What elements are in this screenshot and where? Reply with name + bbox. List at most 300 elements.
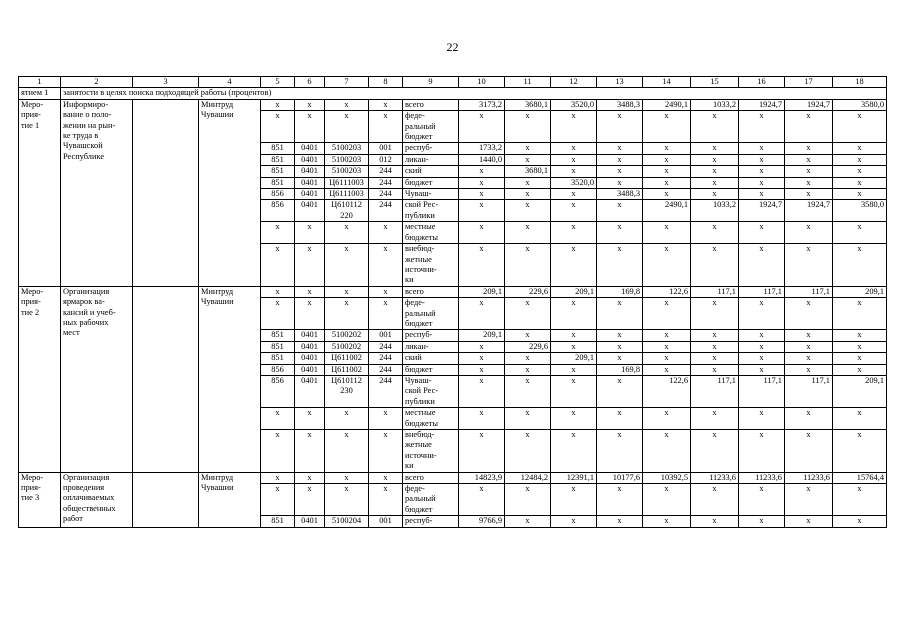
funding-source-line: бюджет xyxy=(405,318,433,328)
value-cell: х xyxy=(505,353,551,364)
code-cell xyxy=(325,375,369,407)
value-cell: х xyxy=(597,516,643,527)
value-cell: х xyxy=(785,143,833,154)
code-cell: х xyxy=(295,430,325,473)
funding-source xyxy=(403,222,459,244)
value-cell: х xyxy=(459,177,505,188)
measure-label-line: прия- xyxy=(21,483,41,493)
value-cell: х xyxy=(551,111,597,143)
value-cell: 3173,2 xyxy=(459,99,505,110)
funding-source-line: публики xyxy=(405,210,435,220)
value-cell: х xyxy=(785,364,833,375)
funding-source xyxy=(403,430,459,473)
value-cell: х xyxy=(505,364,551,375)
value-cell: х xyxy=(785,154,833,165)
code-cell: х xyxy=(295,99,325,110)
value-cell: х xyxy=(785,298,833,330)
value-cell: 1924,7 xyxy=(785,200,833,222)
code-cell: х xyxy=(369,472,403,483)
funding-source-line: внебюд- xyxy=(405,430,435,439)
value-cell: 3488,3 xyxy=(597,189,643,200)
measure-name-line: ных рабочих xyxy=(63,317,109,327)
value-cell: х xyxy=(597,154,643,165)
value-cell: х xyxy=(505,330,551,341)
funding-source-line: бюджет xyxy=(405,177,433,187)
value-cell: х xyxy=(551,330,597,341)
value-cell: х xyxy=(785,516,833,527)
code-cell: 5100203 xyxy=(325,143,369,154)
value-cell: х xyxy=(505,244,551,287)
value-cell: х xyxy=(505,177,551,188)
value-cell: х xyxy=(833,244,887,287)
value-cell: х xyxy=(739,189,785,200)
column-header: 13 xyxy=(597,77,643,88)
budget-table xyxy=(18,76,887,528)
value-cell: х xyxy=(691,298,739,330)
value-cell: х xyxy=(833,430,887,473)
value-cell: х xyxy=(643,364,691,375)
value-cell: 209,1 xyxy=(459,286,505,297)
code-cell: 244 xyxy=(369,375,403,407)
value-cell: 169,8 xyxy=(597,364,643,375)
code-cell: х xyxy=(325,484,369,516)
page-number: 22 xyxy=(446,40,459,54)
value-cell: х xyxy=(643,408,691,430)
column-header: 1 xyxy=(19,77,61,88)
value-cell: х xyxy=(459,341,505,352)
column-header: 17 xyxy=(785,77,833,88)
value-cell: х xyxy=(459,244,505,287)
measure-name-line: вание о поло- xyxy=(63,110,112,120)
executor-line: Минтруд xyxy=(201,472,234,482)
code-cell: 856 xyxy=(261,364,295,375)
column-header: 2 xyxy=(61,77,133,88)
value-cell: 229,6 xyxy=(505,286,551,297)
funding-source-line: всего xyxy=(405,286,424,296)
executor xyxy=(199,472,261,527)
value-cell: х xyxy=(833,111,887,143)
column-header: 4 xyxy=(199,77,261,88)
intro-text: занятости в целях поиска подходящей работы (процентов) xyxy=(61,88,887,99)
value-cell: х xyxy=(739,484,785,516)
measure-name-line: оплачиваемых xyxy=(63,493,115,503)
value-cell: х xyxy=(785,189,833,200)
value-cell: х xyxy=(459,166,505,177)
code-cell: 0401 xyxy=(295,516,325,527)
funding-source xyxy=(403,353,459,364)
value-cell: х xyxy=(597,143,643,154)
value-cell: х xyxy=(691,364,739,375)
table-row xyxy=(19,286,887,297)
code-cell: х xyxy=(261,286,295,297)
value-cell: х xyxy=(459,111,505,143)
value-cell: 229,6 xyxy=(505,341,551,352)
value-cell: 11233,6 xyxy=(739,472,785,483)
code-cell: х xyxy=(261,111,295,143)
code-cell: х xyxy=(369,244,403,287)
value-cell: х xyxy=(739,244,785,287)
value-cell: х xyxy=(505,189,551,200)
value-cell: х xyxy=(643,298,691,330)
code-cell: 0401 xyxy=(295,200,325,222)
value-cell: х xyxy=(833,408,887,430)
funding-source-line: ской Рес- xyxy=(405,200,439,210)
value-cell: 117,1 xyxy=(691,286,739,297)
code-cell: Ц611002 xyxy=(325,364,369,375)
value-cell: х xyxy=(691,353,739,364)
value-cell: х xyxy=(691,154,739,165)
code-cell: х xyxy=(369,430,403,473)
code-cell: 244 xyxy=(369,341,403,352)
code-cell: 001 xyxy=(369,143,403,154)
value-cell: х xyxy=(643,166,691,177)
code-cell: 851 xyxy=(261,516,295,527)
code-cell: 244 xyxy=(369,166,403,177)
funding-source-line: ский xyxy=(405,353,422,363)
code-cell: х xyxy=(261,99,295,110)
funding-source xyxy=(403,364,459,375)
code-cell: х xyxy=(295,244,325,287)
value-cell: х xyxy=(597,177,643,188)
code-cell: х xyxy=(261,222,295,244)
funding-source xyxy=(403,244,459,287)
code-cell: 244 xyxy=(369,189,403,200)
funding-source xyxy=(403,143,459,154)
column-header: 12 xyxy=(551,77,597,88)
value-cell: х xyxy=(505,111,551,143)
code-cell: 851 xyxy=(261,353,295,364)
measure-name-line: общественных xyxy=(63,503,116,513)
funding-source-line: местные xyxy=(405,222,436,232)
value-cell: 12391,1 xyxy=(551,472,597,483)
value-cell: х xyxy=(505,516,551,527)
funding-source xyxy=(403,154,459,165)
value-cell: х xyxy=(739,353,785,364)
measure-name-line: Организация xyxy=(63,472,110,482)
value-cell: х xyxy=(785,430,833,473)
value-cell: х xyxy=(833,364,887,375)
funding-source-line: бюджеты xyxy=(405,232,439,242)
value-cell: х xyxy=(505,375,551,407)
value-cell: х xyxy=(785,484,833,516)
value-cell: х xyxy=(597,408,643,430)
value-cell: 122,6 xyxy=(643,286,691,297)
value-cell: 14823,9 xyxy=(459,472,505,483)
value-cell: х xyxy=(551,222,597,244)
code-cell: х xyxy=(325,99,369,110)
funding-source xyxy=(403,166,459,177)
value-cell: х xyxy=(459,200,505,222)
code-cell: 5100203 xyxy=(325,166,369,177)
code-cell: х xyxy=(325,286,369,297)
code-cell: 5100203 xyxy=(325,154,369,165)
code-cell: х xyxy=(295,222,325,244)
measure-name-line: мест xyxy=(63,328,80,338)
value-cell: х xyxy=(739,177,785,188)
value-cell: х xyxy=(459,298,505,330)
value-cell: х xyxy=(833,484,887,516)
value-cell: х xyxy=(785,341,833,352)
measure-name-line: жении на рын- xyxy=(63,120,116,130)
funding-source xyxy=(403,330,459,341)
measure-name xyxy=(61,286,133,472)
funding-source-line: бюджет xyxy=(405,504,433,514)
funding-source-line: публики xyxy=(405,396,435,406)
value-cell: 3680,1 xyxy=(505,166,551,177)
value-cell: 1924,7 xyxy=(739,200,785,222)
funding-source xyxy=(403,375,459,407)
code-cell: 0401 xyxy=(295,364,325,375)
code-cell: х xyxy=(369,111,403,143)
value-cell: х xyxy=(597,298,643,330)
value-cell: 2490,1 xyxy=(643,200,691,222)
funding-source-line: ки xyxy=(405,275,414,285)
measure-name-line: Республике xyxy=(63,151,105,161)
funding-source-line: местные xyxy=(405,408,436,418)
funding-source xyxy=(403,472,459,483)
value-cell: х xyxy=(643,143,691,154)
column-header: 3 xyxy=(133,77,199,88)
value-cell: х xyxy=(597,375,643,407)
value-cell: х xyxy=(597,222,643,244)
value-cell: 3520,0 xyxy=(551,177,597,188)
value-cell: х xyxy=(643,484,691,516)
header-row xyxy=(19,77,887,88)
value-cell: х xyxy=(739,516,785,527)
value-cell: 3580,0 xyxy=(833,99,887,110)
funding-source-line: респуб- xyxy=(405,330,433,340)
value-cell: х xyxy=(643,244,691,287)
value-cell: х xyxy=(833,330,887,341)
measure-name-line: кансий и учеб- xyxy=(63,307,116,317)
code-cell: 0401 xyxy=(295,375,325,407)
value-cell: х xyxy=(833,177,887,188)
code-cell: х xyxy=(295,472,325,483)
measure-name xyxy=(61,99,133,286)
funding-source-line: внебюд- xyxy=(405,244,435,254)
code-cell: 5100202 xyxy=(325,341,369,352)
column-header: 14 xyxy=(643,77,691,88)
measure-name-line: работ xyxy=(63,514,83,524)
code-cell: 0401 xyxy=(295,143,325,154)
code-cell: 856 xyxy=(261,200,295,222)
value-cell: х xyxy=(551,154,597,165)
funding-source xyxy=(403,99,459,110)
funding-source-line: респуб- xyxy=(405,516,433,526)
code-cell: 244 xyxy=(369,353,403,364)
funding-source-line: ральный xyxy=(405,494,436,504)
value-cell: х xyxy=(691,177,739,188)
measure-name-line: ке труда в xyxy=(63,131,99,141)
code-cell: 0401 xyxy=(295,330,325,341)
funding-source-line: всего xyxy=(405,99,424,109)
value-cell: 117,1 xyxy=(739,286,785,297)
measure-label-line: прия- xyxy=(21,110,41,120)
column-header: 8 xyxy=(369,77,403,88)
value-cell: 10177,6 xyxy=(597,472,643,483)
value-cell: х xyxy=(551,189,597,200)
code-cell xyxy=(325,200,369,222)
value-cell: х xyxy=(505,200,551,222)
value-cell: 117,1 xyxy=(739,375,785,407)
funding-source-line: феде- xyxy=(405,484,425,494)
value-cell: х xyxy=(551,364,597,375)
value-cell: х xyxy=(785,177,833,188)
value-cell: х xyxy=(785,408,833,430)
code-cell: 0401 xyxy=(295,341,325,352)
funding-source-line: жетные xyxy=(405,254,432,264)
funding-source-line: ральный xyxy=(405,121,436,131)
value-cell: х xyxy=(551,341,597,352)
value-cell: х xyxy=(551,484,597,516)
code-cell: Ц6111003 xyxy=(325,177,369,188)
funding-source xyxy=(403,111,459,143)
code-cell: х xyxy=(325,298,369,330)
code-cell: х xyxy=(369,222,403,244)
value-cell: х xyxy=(505,143,551,154)
value-cell: х xyxy=(643,189,691,200)
value-cell: х xyxy=(597,166,643,177)
measure-name-line: Информиро- xyxy=(63,99,109,109)
code-cell: х xyxy=(261,298,295,330)
value-cell: х xyxy=(739,111,785,143)
funding-source-line: бюджеты xyxy=(405,418,439,428)
value-cell: х xyxy=(785,222,833,244)
code-cell: 851 xyxy=(261,143,295,154)
funding-source xyxy=(403,286,459,297)
value-cell: х xyxy=(739,430,785,473)
code-cell: х xyxy=(295,484,325,516)
value-cell: х xyxy=(833,222,887,244)
code-cell: 244 xyxy=(369,364,403,375)
executor-line: Минтруд xyxy=(201,286,234,296)
funding-source-line: жетные xyxy=(405,440,432,450)
value-cell: х xyxy=(739,364,785,375)
code-cell: Ц6111003 xyxy=(325,189,369,200)
column-header: 11 xyxy=(505,77,551,88)
funding-source xyxy=(403,298,459,330)
value-cell: х xyxy=(597,430,643,473)
value-cell: х xyxy=(597,353,643,364)
value-cell: х xyxy=(643,222,691,244)
value-cell: х xyxy=(739,341,785,352)
value-cell: 122,6 xyxy=(643,375,691,407)
value-cell: 209,1 xyxy=(551,286,597,297)
value-cell: х xyxy=(643,111,691,143)
value-cell: 3488,3 xyxy=(597,99,643,110)
value-cell: 15764,4 xyxy=(833,472,887,483)
value-cell: х xyxy=(459,375,505,407)
value-cell: х xyxy=(551,244,597,287)
column-header: 15 xyxy=(691,77,739,88)
value-cell: х xyxy=(739,408,785,430)
value-cell: 11233,6 xyxy=(785,472,833,483)
code-cell: х xyxy=(261,244,295,287)
measure-name-line: Чувашской xyxy=(63,141,103,151)
column-header: 18 xyxy=(833,77,887,88)
code-line: Ц610112 xyxy=(331,375,362,385)
value-cell: х xyxy=(459,353,505,364)
executor-line: Чувашии xyxy=(201,483,234,493)
value-cell: х xyxy=(643,353,691,364)
column-header: 5 xyxy=(261,77,295,88)
value-cell: х xyxy=(459,430,505,473)
value-cell: 1924,7 xyxy=(739,99,785,110)
column-header: 9 xyxy=(403,77,459,88)
value-cell: х xyxy=(459,364,505,375)
funding-source xyxy=(403,177,459,188)
code-cell: х xyxy=(369,298,403,330)
code-cell: 5100204 xyxy=(325,516,369,527)
value-cell: х xyxy=(643,430,691,473)
code-cell: х xyxy=(325,430,369,473)
funding-source-line: всего xyxy=(405,472,424,482)
value-cell: х xyxy=(691,143,739,154)
value-cell: х xyxy=(643,516,691,527)
value-cell: х xyxy=(597,330,643,341)
code-cell: х xyxy=(369,99,403,110)
value-cell: х xyxy=(691,516,739,527)
code-cell: 0401 xyxy=(295,189,325,200)
funding-source-line: Чуваш- xyxy=(405,375,432,385)
measure-name-line: ярмарок ва- xyxy=(63,297,105,307)
measure-name xyxy=(61,472,133,527)
funding-source xyxy=(403,484,459,516)
value-cell: х xyxy=(691,166,739,177)
value-cell: х xyxy=(505,298,551,330)
value-cell: х xyxy=(597,484,643,516)
value-cell: х xyxy=(785,166,833,177)
value-cell: 1033,2 xyxy=(691,200,739,222)
value-cell: 1924,7 xyxy=(785,99,833,110)
value-cell: 1440,0 xyxy=(459,154,505,165)
value-cell: х xyxy=(691,111,739,143)
code-cell: 851 xyxy=(261,330,295,341)
value-cell: 209,1 xyxy=(833,375,887,407)
value-cell: х xyxy=(833,154,887,165)
funding-source-line: ликан- xyxy=(405,341,429,351)
empty-cell xyxy=(133,99,199,286)
value-cell: х xyxy=(597,341,643,352)
code-cell: 001 xyxy=(369,330,403,341)
value-cell: х xyxy=(739,330,785,341)
value-cell: х xyxy=(691,430,739,473)
funding-source-line: Чуваш- xyxy=(405,189,432,199)
value-cell: х xyxy=(691,408,739,430)
value-cell: х xyxy=(505,484,551,516)
measure-label xyxy=(19,99,61,286)
value-cell: х xyxy=(551,516,597,527)
executor xyxy=(199,99,261,286)
value-cell: х xyxy=(551,298,597,330)
value-cell: 11233,6 xyxy=(691,472,739,483)
value-cell: х xyxy=(833,298,887,330)
code-cell: 851 xyxy=(261,154,295,165)
column-header: 7 xyxy=(325,77,369,88)
measure-name-line: Организация xyxy=(63,286,110,296)
value-cell: х xyxy=(833,353,887,364)
value-cell: х xyxy=(739,298,785,330)
measure-label-line: Меро- xyxy=(21,99,44,109)
value-cell: 169,8 xyxy=(597,286,643,297)
measure-label-line: Меро- xyxy=(21,286,44,296)
value-cell: 117,1 xyxy=(785,375,833,407)
executor-line: Чувашии xyxy=(201,110,234,120)
value-cell: 12484,2 xyxy=(505,472,551,483)
funding-source xyxy=(403,189,459,200)
value-cell: х xyxy=(833,189,887,200)
code-cell: х xyxy=(261,408,295,430)
